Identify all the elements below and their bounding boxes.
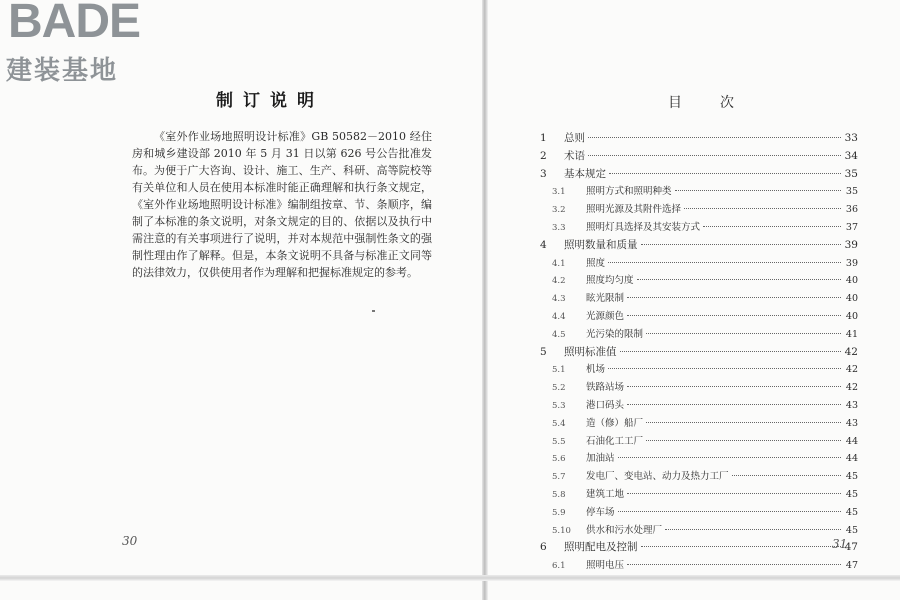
toc-entry[interactable]	[534, 522, 858, 540]
toc-entry-label: 基本规定	[564, 167, 606, 180]
toc-leader-dots	[646, 440, 841, 441]
toc-entry-number: 5.4	[552, 418, 566, 429]
toc-entry-page: 39	[844, 238, 858, 251]
toc-entry[interactable]	[534, 433, 858, 451]
toc-leader-dots	[627, 315, 841, 316]
toc-entry-label: 照明标准值	[564, 345, 617, 358]
toc-entry-page: 45	[845, 524, 858, 536]
watermark-logo: BADE	[8, 0, 141, 48]
toc-entry[interactable]	[534, 272, 858, 290]
page-number-right: 31	[832, 537, 848, 551]
toc-entry-number: 4	[540, 238, 547, 251]
toc-entry-number: 4.2	[552, 276, 566, 287]
toc-leader-dots	[588, 155, 841, 156]
toc-leader-dots	[609, 173, 841, 174]
toc-entry-number: 6.1	[552, 561, 566, 572]
toc-entry-label: 照明方式和照明种类	[586, 186, 672, 198]
toc-entry-label: 照明配电及控制	[564, 541, 638, 554]
toc-entry-label: 照明电压	[586, 560, 625, 572]
toc-entry-number: 5.10	[552, 525, 571, 536]
book-gutter	[482, 0, 488, 600]
toc-leader-dots	[641, 244, 842, 245]
toc-entry[interactable]	[534, 539, 858, 557]
toc-entry-page: 40	[845, 275, 858, 287]
toc-entry-page: 36	[845, 204, 858, 216]
toc-leader-dots	[627, 297, 841, 298]
toc-entry-number: 3.1	[552, 187, 566, 198]
toc-entry-page: 43	[845, 417, 858, 429]
toc-entry-label: 总则	[564, 132, 585, 144]
toc-entry[interactable]	[534, 326, 858, 344]
toc-entry-label: 机场	[586, 364, 606, 376]
toc-entry-number: 5.6	[552, 454, 566, 465]
toc-entry[interactable]	[534, 219, 858, 237]
toc-entry[interactable]	[534, 148, 858, 166]
toc-entry-page: 47	[844, 541, 858, 554]
toc-title: 目次	[668, 95, 772, 111]
toc-entry[interactable]	[534, 344, 858, 362]
toc-entry[interactable]	[534, 183, 858, 201]
toc-leader-dots	[675, 190, 841, 191]
page-number-left: 30	[122, 534, 138, 548]
toc-leader-dots	[627, 404, 841, 405]
toc-entry-page: 43	[845, 399, 858, 411]
toc-entry[interactable]	[534, 504, 858, 522]
toc-entry-label: 照度	[586, 257, 606, 269]
toc-entry-page: 44	[845, 453, 858, 465]
toc-entry-page: 40	[845, 293, 858, 305]
toc-leader-dots	[618, 511, 841, 512]
toc-entry-page: 40	[845, 310, 858, 322]
toc-entry-label: 光源颜色	[586, 310, 625, 322]
toc-leader-dots	[608, 368, 841, 369]
toc-leader-dots	[646, 422, 841, 423]
toc-entry-page: 44	[845, 435, 858, 447]
toc-entry[interactable]	[534, 468, 858, 486]
toc-entry-number: 5	[540, 345, 547, 358]
toc-entry[interactable]	[534, 308, 858, 326]
paragraph: 为便于广大咨询、设计、施工、生产、科研、高等院校等有关单位和人员在使用本标准时能正确理解和执行条文规定，《室外作业场地照明设计标准》编制组按章、节、条顺序，编制了本标准的条文说明，对条文规定的目的、依据以及执行中需注意的有关事项进行了说明，并对本规范中强制性条文的强制性理由作了解释。但是，本条文说明不具备与标准正文同等的法律效力，仅供使用者作为理解和把握标准规定的参考。	[132, 164, 432, 279]
toc-entry-label: 建筑工地	[586, 488, 625, 500]
toc-entry-label: 照度均匀度	[586, 275, 634, 287]
toc-entry-label: 石油化工工厂	[586, 435, 644, 447]
toc-entry-number: 4.3	[552, 294, 566, 305]
toc-entry-page: 45	[845, 506, 858, 518]
toc-leader-dots	[646, 333, 841, 334]
toc-entry-label: 造（修）船厂	[586, 417, 644, 429]
toc-entry-number: 5.3	[552, 400, 566, 411]
page-title: 制订说明	[216, 91, 324, 111]
toc-entry-label: 照明灯具选择及其安装方式	[586, 221, 701, 233]
toc-entry-label: 港口码头	[586, 399, 625, 411]
toc-entry-number: 5.8	[552, 489, 566, 500]
toc-entry[interactable]	[534, 255, 858, 273]
toc-leader-dots	[608, 262, 841, 263]
toc-entry[interactable]	[534, 486, 858, 504]
toc-leader-dots	[618, 457, 841, 458]
toc-entry[interactable]	[534, 290, 858, 308]
toc-leader-dots	[620, 351, 842, 352]
toc-leader-dots	[641, 546, 842, 547]
toc-entry-page: 35	[844, 167, 858, 180]
toc-leader-dots	[637, 279, 841, 280]
toc-entry-number: 6	[540, 541, 547, 554]
watermark-logo-text: 建装基地	[6, 56, 119, 86]
toc-entry-label: 铁路站场	[586, 382, 625, 394]
toc-entry[interactable]	[534, 450, 858, 468]
page-bottom-edge	[0, 575, 900, 581]
toc-entry-number: 4.4	[552, 311, 566, 322]
toc-entry-page: 34	[844, 149, 858, 162]
toc-entry-page: 37	[845, 221, 858, 233]
toc-entry-page: 45	[845, 471, 858, 483]
toc-leader-dots	[665, 529, 841, 530]
toc-entry-page: 42	[844, 345, 858, 358]
toc-leader-dots	[732, 475, 841, 476]
toc-entry-number: 5.1	[552, 365, 566, 376]
toc-entry-number: 4.1	[552, 258, 566, 269]
toc-entry-number: 3.2	[552, 205, 566, 216]
toc-entry-number: 4.5	[552, 329, 566, 340]
toc-leader-dots	[684, 208, 841, 209]
toc-entry[interactable]	[534, 166, 858, 184]
toc-entry-page: 33	[844, 132, 858, 144]
toc-entry-number: 5.7	[552, 472, 566, 483]
toc-entry-label: 照明光源及其附件选择	[586, 204, 682, 216]
toc-entry-number: 1	[540, 132, 547, 144]
toc-entry-number: 5.9	[552, 507, 566, 518]
toc-leader-dots	[588, 137, 841, 138]
toc-entry-number: 5.2	[552, 383, 566, 394]
toc-leader-dots	[627, 386, 841, 387]
table-of-contents	[534, 130, 858, 575]
toc-entry-label: 停车场	[586, 506, 615, 518]
toc-entry-number: 3.3	[552, 222, 566, 233]
toc-entry-page: 45	[845, 488, 858, 500]
toc-leader-dots	[703, 226, 841, 227]
toc-entry-page: 42	[845, 364, 858, 376]
toc-leader-dots	[627, 564, 841, 565]
toc-entry-label: 术语	[564, 149, 585, 162]
toc-entry-label: 供水和污水处理厂	[586, 524, 663, 536]
toc-entry-label: 眩光限制	[586, 293, 625, 305]
toc-entry-number: 2	[540, 149, 547, 162]
paragraph: 《室外作业场地照明设计标准》GB 50582－2010 经住房和城乡建设部 2010 年 5 月 31 日以第 626 号公告批准发布。	[132, 130, 432, 177]
toc-entry[interactable]	[534, 397, 858, 415]
toc-entry-page: 47	[845, 560, 858, 572]
toc-entry[interactable]	[534, 130, 858, 148]
scan-speck	[372, 310, 375, 312]
toc-entry-page: 42	[845, 382, 858, 394]
toc-entry[interactable]	[534, 379, 858, 397]
toc-entry[interactable]	[534, 361, 858, 379]
toc-entry-label: 照明数量和质量	[564, 238, 638, 251]
toc-entry-label: 加油站	[586, 453, 615, 465]
toc-entry[interactable]	[534, 201, 858, 219]
toc-entry[interactable]	[534, 415, 858, 433]
toc-entry-label: 光污染的限制	[586, 328, 644, 340]
toc-entry-page: 41	[845, 328, 858, 340]
toc-entry[interactable]	[534, 557, 858, 575]
toc-entry-page: 39	[845, 257, 858, 269]
toc-entry-number: 5.5	[552, 436, 566, 447]
toc-entry-number: 3	[540, 167, 547, 180]
toc-entry-page: 35	[845, 186, 858, 198]
toc-leader-dots	[627, 493, 841, 494]
toc-entry[interactable]	[534, 237, 858, 255]
toc-entry-label: 发电厂、变电站、动力及热力工厂	[586, 471, 729, 483]
